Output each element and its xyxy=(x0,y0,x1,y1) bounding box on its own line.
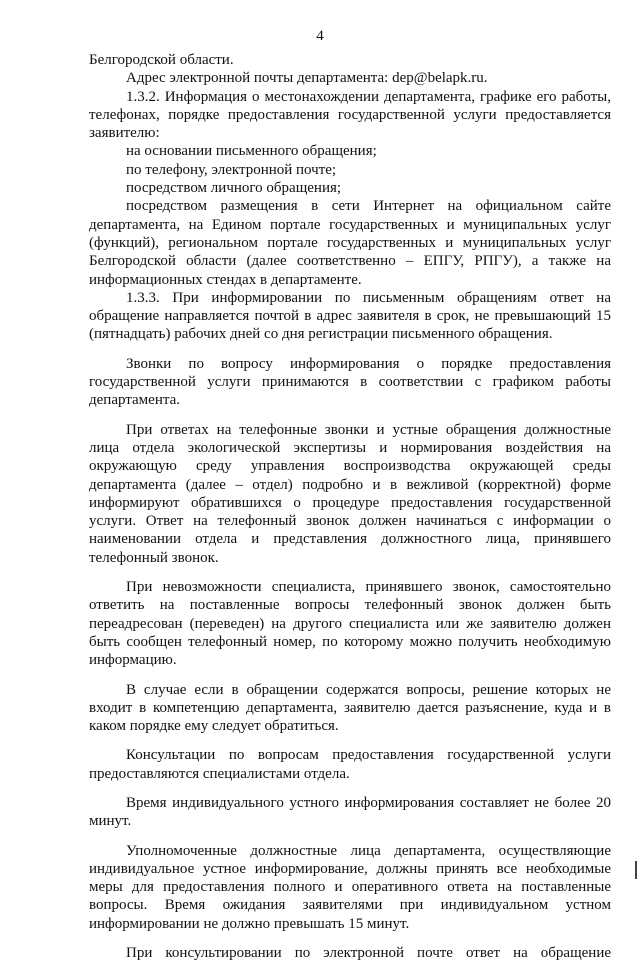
list-item-internet: посредством размещения в сети Интернет на официальном сайте департамента, на Едином портале государственных и муниципальных услуг (функций), региональном портале государственных и муниципальных услуг Белгородской области (далее соответственно – ЕПГУ, РПГУ), а также на информационных стендах в департаменте. xyxy=(89,198,611,288)
paragraph-phone-answers: При ответах на телефонные звонки и устные обращения должностные лица отдела экологической экспертизы и нормирования воздействия на окружающую среду управления воспроизводства окружающей среды департамента (далее – отдел) подробно и в вежливой (корректной) форме информируют обратившихся о процедуре предоставления государственной услуги. Ответ на телефонный звонок должен начинаться с информации о наименовании отдела и представления должностного лица, принявшего телефонный звонок. xyxy=(89,421,611,566)
page-number: 4 xyxy=(316,28,324,44)
list-item-personal: посредством личного обращения; xyxy=(126,180,342,197)
paragraph-email-consulting: При консультировании по электронной почте ответ на обращение xyxy=(126,945,611,962)
paragraph-officials: Уполномоченные должностные лица департамента, осуществляющие индивидуальное устное информирование, должны принять все необходимые меры для предоставления полного и оперативного ответа на поставленные вопросы. Время ожидания заявителями при индивидуальном устном информировании не должно превышать 15 минут. xyxy=(89,842,611,932)
paragraph-calls: Звонки по вопросу информирования о порядке предоставления государственной услуги принимаются в соответствии с графиком работы департамента. xyxy=(89,355,611,409)
paragraph-email: Адрес электронной почты департамента: dep@belapk.ru. xyxy=(126,70,488,87)
paragraph-redirect: При невозможности специалиста, принявшего звонок, самостоятельно ответить на поставленные вопросы телефонный звонок должен быть переадресован (переведен) на другого специалиста или же заявителю должен быть сообщен телефонный номер, по которому можно получить необходимую информацию. xyxy=(89,579,611,669)
list-item-phone: по телефону, электронной почте; xyxy=(126,161,337,178)
scan-edge-mark xyxy=(635,861,637,879)
document-body xyxy=(89,51,611,962)
paragraph-competence: В случае если в обращении содержатся вопросы, решение которых не входит в компетенцию департамента, заявителю дается разъяснение, куда и в каком порядке ему следует обратиться. xyxy=(89,681,611,735)
paragraph-1-3-3: 1.3.3. При информировании по письменным обращениям ответ на обращение направляется почтой в адрес заявителя в срок, не превышающий 15 (пятнадцать) рабочих дней со дня регистрации письменного обращения. xyxy=(89,289,611,343)
list-item-written: на основании письменного обращения; xyxy=(126,143,377,160)
paragraph-region-end: Белгородской области. xyxy=(89,52,234,68)
paragraph-1-3-2: 1.3.2. Информация о местонахождении департамента, графике его работы, телефонах, порядке предоставления государственной услуги предоставляется заявителю: xyxy=(89,88,611,142)
paragraph-consultations: Консультации по вопросам предоставления государственной услуги предоставляются специалистами отдела. xyxy=(89,747,611,782)
paragraph-time-limit: Время индивидуального устного информирования составляет не более 20 минут. xyxy=(89,794,611,830)
